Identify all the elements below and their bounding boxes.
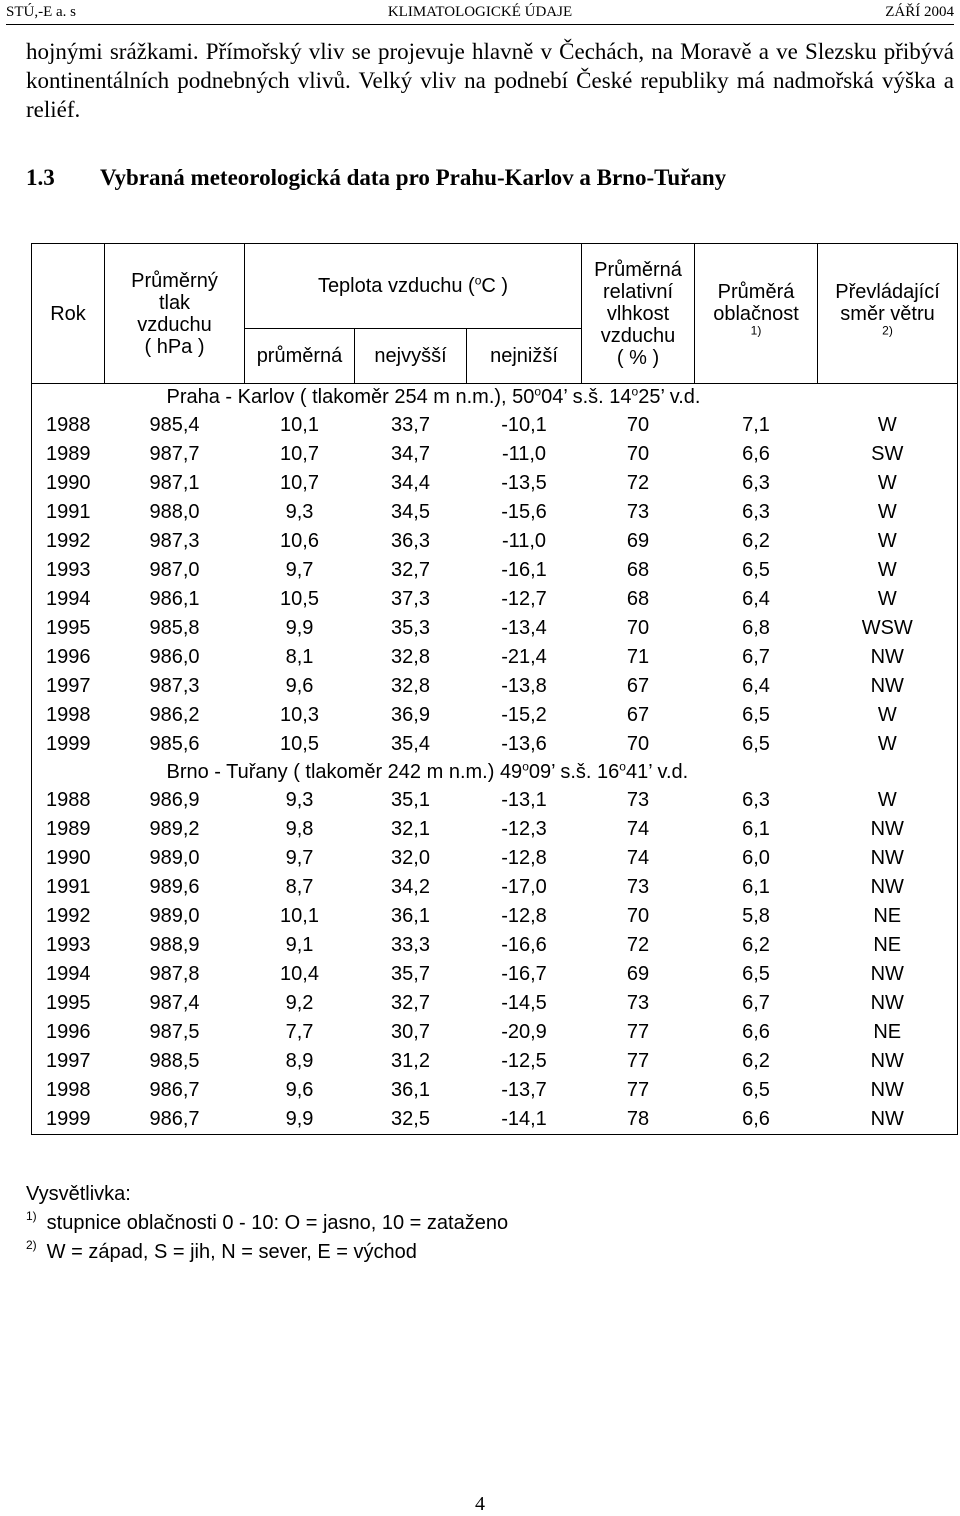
cell-wind: W <box>877 472 897 494</box>
cell-wind: W <box>877 733 897 755</box>
cell-year: 1988 <box>46 414 91 436</box>
cell-wind: NW <box>870 876 904 898</box>
cell-temp-avg: 10,5 <box>280 588 319 610</box>
legend-title: Vysvětlivka: <box>26 1183 131 1205</box>
station-label: Praha - Karlov ( tlakoměr 254 m n.m.), 50$^o$04’ s.š. 14$^o$25’ v.d. <box>166 384 701 408</box>
cell-cloud: 6,6 <box>742 1108 770 1130</box>
cell-year: 1995 <box>46 992 91 1014</box>
cell-temp-min: -12,8 <box>501 905 547 927</box>
cell-cloud: 6,0 <box>742 847 770 869</box>
cell-humidity: 73 <box>626 992 650 1014</box>
cell-temp-avg: 9,3 <box>285 501 314 523</box>
cell-cloud: 6,1 <box>742 876 770 898</box>
cell-wind: NW <box>870 1079 904 1101</box>
table-row <box>32 672 958 701</box>
section-number: 1.3 <box>26 165 55 190</box>
cell-temp-avg: 7,7 <box>285 1021 314 1043</box>
cell-year: 1999 <box>46 1108 91 1130</box>
table-row <box>32 469 958 498</box>
cell-temp-avg: 10,3 <box>280 704 319 726</box>
cell-wind: W <box>877 501 897 523</box>
cell-cloud: 6,7 <box>742 646 770 668</box>
cell-temp-min: -16,1 <box>501 559 547 581</box>
cell-year: 1997 <box>46 675 91 697</box>
table-row <box>32 1018 958 1047</box>
cell-temp-avg: 8,9 <box>285 1050 314 1072</box>
cell-year: 1992 <box>46 905 91 927</box>
cell-cloud: 6,5 <box>742 704 770 726</box>
cell-pressure: 985,4 <box>149 414 200 436</box>
cell-humidity: 77 <box>626 1079 650 1101</box>
cell-temp-avg: 10,4 <box>280 963 319 985</box>
cell-temp-max: 36,9 <box>391 704 430 726</box>
cell-humidity: 74 <box>626 818 650 840</box>
cell-humidity: 69 <box>626 530 650 552</box>
station-header-row <box>32 384 958 412</box>
cell-cloud: 6,6 <box>742 443 770 465</box>
cell-cloud: 6,5 <box>742 1079 770 1101</box>
cell-pressure: 988,5 <box>149 1050 200 1072</box>
cell-year: 1998 <box>46 704 91 726</box>
cell-humidity: 72 <box>626 934 650 956</box>
page-number: 4 <box>475 1493 485 1515</box>
cell-pressure: 985,8 <box>149 617 200 639</box>
cell-temp-max: 32,7 <box>391 992 430 1014</box>
table-row <box>32 701 958 730</box>
cell-cloud: 6,4 <box>742 588 770 610</box>
cell-temp-max: 36,1 <box>391 905 430 927</box>
cell-temp-min: -11,0 <box>501 443 547 465</box>
cell-temp-min: -16,6 <box>501 934 547 956</box>
cell-year: 1992 <box>46 530 91 552</box>
table-row <box>32 931 958 960</box>
cell-temp-min: -10,1 <box>501 414 547 436</box>
cell-wind: SW <box>871 443 904 465</box>
cell-temp-avg: 9,7 <box>285 847 314 869</box>
cell-wind: W <box>877 530 897 552</box>
cell-humidity: 77 <box>626 1050 650 1072</box>
cell-temp-avg: 9,8 <box>285 818 314 840</box>
cell-temp-max: 37,3 <box>391 588 430 610</box>
cell-temp-avg: 10,1 <box>280 414 319 436</box>
cell-year: 1993 <box>46 559 91 581</box>
cell-temp-avg: 9,6 <box>285 1079 314 1101</box>
cell-year: 1996 <box>46 646 91 668</box>
cell-temp-max: 32,1 <box>391 818 430 840</box>
cell-wind: NW <box>870 675 904 697</box>
station-header-row <box>32 759 958 786</box>
cell-temp-max: 34,4 <box>391 472 430 494</box>
cell-pressure: 986,9 <box>149 789 200 811</box>
table-row <box>32 643 958 672</box>
cell-humidity: 69 <box>626 963 650 985</box>
cell-temp-max: 34,2 <box>391 876 430 898</box>
cell-wind: W <box>877 789 897 811</box>
meteo-table <box>31 243 958 1135</box>
cell-temp-min: -13,5 <box>501 472 547 494</box>
header-left: STÚ,-E a. s <box>6 4 76 20</box>
table-row <box>32 614 958 643</box>
cell-temp-avg: 10,5 <box>280 733 319 755</box>
cell-pressure: 985,6 <box>149 733 200 755</box>
cell-year: 1989 <box>46 443 91 465</box>
table-row <box>32 960 958 989</box>
table-row <box>32 1076 958 1105</box>
col-header-temperature: Teplota vzduchu ($^o$C ) <box>245 244 582 329</box>
cell-temp-max: 35,4 <box>391 733 430 755</box>
cell-humidity: 74 <box>626 847 650 869</box>
cell-temp-avg: 9,2 <box>285 992 314 1014</box>
cell-cloud: 7,1 <box>742 414 770 436</box>
cell-cloud: 6,5 <box>742 559 770 581</box>
col-header-wind: Převládající směr větru $^{2)}$ <box>818 244 958 384</box>
cell-pressure: 987,7 <box>149 443 200 465</box>
cell-humidity: 68 <box>626 559 650 581</box>
cell-temp-min: -13,6 <box>501 733 547 755</box>
cell-pressure: 989,2 <box>149 818 200 840</box>
cell-humidity: 78 <box>626 1108 650 1130</box>
cell-temp-min: -11,0 <box>501 530 547 552</box>
cell-humidity: 67 <box>626 675 650 697</box>
station-label: Brno - Tuřany ( tlakoměr 242 m n.m.) 49$^o$09’ s.š. 16$^o$41’ v.d. <box>166 759 689 783</box>
table-row <box>32 556 958 585</box>
cell-cloud: 6,2 <box>742 934 770 956</box>
col-header-humidity: Průměrná relativní vlhkost vzduchu ( % ) <box>582 244 695 384</box>
header-center: KLIMATOLOGICKÉ ÚDAJE <box>387 4 573 20</box>
cell-humidity: 73 <box>626 501 650 523</box>
cell-temp-max: 32,8 <box>391 646 430 668</box>
legend-note-cloud: $^{1)}$ stupnice oblačnosti 0 - 10: O = jasno, 10 = zataženo <box>26 1209 509 1234</box>
cell-year: 1991 <box>46 501 91 523</box>
cell-cloud: 6,3 <box>742 472 770 494</box>
cell-pressure: 989,0 <box>149 905 200 927</box>
cell-wind: NW <box>870 1050 904 1072</box>
cell-temp-min: -12,3 <box>501 818 547 840</box>
cell-year: 1993 <box>46 934 91 956</box>
cell-humidity: 73 <box>626 876 650 898</box>
cell-pressure: 987,4 <box>149 992 200 1014</box>
cell-temp-min: -17,0 <box>501 876 547 898</box>
cell-temp-max: 32,7 <box>391 559 430 581</box>
cell-year: 1990 <box>46 847 91 869</box>
cell-humidity: 73 <box>626 789 650 811</box>
cell-temp-avg: 10,7 <box>280 443 319 465</box>
cell-humidity: 71 <box>626 646 650 668</box>
cell-pressure: 986,1 <box>149 588 200 610</box>
table-row <box>32 585 958 614</box>
col-header-temp-min: nejnižší <box>467 329 582 384</box>
cell-pressure: 987,3 <box>149 530 200 552</box>
cell-temp-avg: 9,3 <box>285 789 314 811</box>
cell-temp-max: 32,0 <box>391 847 430 869</box>
cell-wind: W <box>877 588 897 610</box>
cell-temp-max: 36,1 <box>391 1079 430 1101</box>
cell-pressure: 987,5 <box>149 1021 200 1043</box>
cell-temp-avg: 10,7 <box>280 472 319 494</box>
cell-cloud: 6,3 <box>742 501 770 523</box>
cell-temp-min: -13,4 <box>501 617 547 639</box>
table-row <box>32 902 958 931</box>
section-title: Vybraná meteorologická data pro Prahu-Karlov a Brno-Tuřany <box>100 165 727 190</box>
cell-wind: WSW <box>861 617 913 639</box>
cell-temp-min: -12,7 <box>501 588 547 610</box>
cell-wind: NE <box>873 934 902 956</box>
col-header-cloud: Průměrá oblačnost $^{1)}$ <box>695 244 818 384</box>
cell-wind: W <box>877 559 897 581</box>
cell-humidity: 67 <box>626 704 650 726</box>
cell-temp-max: 34,7 <box>391 443 430 465</box>
col-header-temp-avg: průměrná <box>245 329 355 384</box>
cell-pressure: 988,9 <box>149 934 200 956</box>
cell-wind: NW <box>870 646 904 668</box>
table-row <box>32 730 958 759</box>
table-row <box>32 815 958 844</box>
cell-year: 1996 <box>46 1021 91 1043</box>
cell-year: 1997 <box>46 1050 91 1072</box>
cell-temp-avg: 9,9 <box>285 617 314 639</box>
cell-temp-max: 30,7 <box>391 1021 430 1043</box>
cell-temp-min: -13,7 <box>501 1079 547 1101</box>
cell-year: 1990 <box>46 472 91 494</box>
col-header-pressure: Průměrný tlak vzduchu ( hPa ) <box>105 244 245 384</box>
cell-temp-min: -12,8 <box>501 847 547 869</box>
cell-temp-avg: 9,7 <box>285 559 314 581</box>
cell-wind: NW <box>870 1108 904 1130</box>
cell-temp-max: 32,8 <box>391 675 430 697</box>
cell-temp-min: -14,5 <box>501 992 547 1014</box>
table-row <box>32 786 958 815</box>
cell-temp-min: -15,2 <box>501 704 547 726</box>
cell-temp-max: 35,7 <box>391 963 430 985</box>
cell-temp-min: -13,8 <box>501 675 547 697</box>
cell-cloud: 6,5 <box>742 733 770 755</box>
cell-cloud: 6,4 <box>742 675 770 697</box>
cell-year: 1999 <box>46 733 91 755</box>
cell-humidity: 68 <box>626 588 650 610</box>
intro-paragraph: hojnými srážkami. Přímořský vliv se projevuje hlavně v Čechách, na Moravě a ve Slezsku přibývá kontinentálních podnebných vlivů. Velký vliv na podnebí České republiky má nadmořská výška a reliéf. <box>26 39 954 122</box>
cell-wind: NW <box>870 818 904 840</box>
cell-year: 1988 <box>46 789 91 811</box>
table-row <box>32 873 958 902</box>
cell-temp-avg: 10,6 <box>280 530 319 552</box>
cell-pressure: 986,2 <box>149 704 200 726</box>
cell-wind: NE <box>873 905 902 927</box>
cell-humidity: 70 <box>626 414 650 436</box>
cell-temp-max: 35,1 <box>391 789 430 811</box>
col-header-year: Rok <box>32 244 105 384</box>
cell-pressure: 988,0 <box>149 501 200 523</box>
cell-temp-avg: 8,7 <box>285 876 314 898</box>
cell-year: 1989 <box>46 818 91 840</box>
cell-cloud: 6,1 <box>742 818 770 840</box>
cell-cloud: 5,8 <box>742 905 770 927</box>
cell-temp-avg: 8,1 <box>285 646 314 668</box>
table-row <box>32 1105 958 1135</box>
cell-temp-min: -20,9 <box>501 1021 547 1043</box>
cell-temp-min: -12,5 <box>501 1050 547 1072</box>
cell-cloud: 6,2 <box>742 1050 770 1072</box>
legend <box>26 1180 508 1267</box>
table-row <box>32 498 958 527</box>
running-header <box>6 2 954 25</box>
cell-temp-min: -13,1 <box>501 789 547 811</box>
cell-pressure: 986,7 <box>149 1108 200 1130</box>
cell-temp-max: 35,3 <box>391 617 430 639</box>
cell-humidity: 70 <box>626 733 650 755</box>
header-right: ZÁŘÍ 2004 <box>885 4 954 20</box>
cell-year: 1994 <box>46 588 91 610</box>
cell-pressure: 987,3 <box>149 675 200 697</box>
cell-pressure: 986,7 <box>149 1079 200 1101</box>
cell-wind: NW <box>870 963 904 985</box>
cell-temp-min: -21,4 <box>501 646 547 668</box>
table-row <box>32 844 958 873</box>
cell-humidity: 72 <box>626 472 650 494</box>
cell-humidity: 77 <box>626 1021 650 1043</box>
table-row <box>32 989 958 1018</box>
cell-wind: W <box>877 704 897 726</box>
cell-pressure: 986,0 <box>149 646 200 668</box>
cell-year: 1995 <box>46 617 91 639</box>
cell-cloud: 6,6 <box>742 1021 770 1043</box>
cell-wind: NW <box>870 847 904 869</box>
cell-cloud: 6,2 <box>742 530 770 552</box>
cell-year: 1994 <box>46 963 91 985</box>
cell-temp-max: 33,7 <box>391 414 430 436</box>
cell-humidity: 70 <box>626 443 650 465</box>
cell-year: 1991 <box>46 876 91 898</box>
cell-cloud: 6,5 <box>742 963 770 985</box>
cell-cloud: 6,8 <box>742 617 770 639</box>
cell-temp-max: 33,3 <box>391 934 430 956</box>
col-header-temp-max: nejvyšší <box>355 329 467 384</box>
cell-pressure: 989,6 <box>149 876 200 898</box>
cell-pressure: 989,0 <box>149 847 200 869</box>
cell-wind: NW <box>870 992 904 1014</box>
section-heading <box>26 165 726 191</box>
cell-humidity: 70 <box>626 617 650 639</box>
legend-note-wind: $^{2)}$ W = západ, S = jih, N = sever, E = východ <box>26 1238 417 1263</box>
cell-pressure: 987,1 <box>149 472 200 494</box>
table-row <box>32 1047 958 1076</box>
table-row <box>32 440 958 469</box>
cell-temp-min: -15,6 <box>501 501 547 523</box>
cell-temp-min: -14,1 <box>501 1108 547 1130</box>
cell-wind: W <box>877 414 897 436</box>
cell-pressure: 987,0 <box>149 559 200 581</box>
cell-temp-max: 34,5 <box>391 501 430 523</box>
cell-temp-avg: 9,1 <box>285 934 314 956</box>
cell-temp-avg: 9,6 <box>285 675 314 697</box>
table-row <box>32 411 958 440</box>
cell-temp-min: -16,7 <box>501 963 547 985</box>
cell-temp-max: 36,3 <box>391 530 430 552</box>
cell-pressure: 987,8 <box>149 963 200 985</box>
cell-cloud: 6,3 <box>742 789 770 811</box>
cell-temp-max: 31,2 <box>391 1050 430 1072</box>
cell-year: 1998 <box>46 1079 91 1101</box>
cell-wind: NE <box>873 1021 902 1043</box>
cell-temp-avg: 9,9 <box>285 1108 314 1130</box>
table-row <box>32 527 958 556</box>
cell-cloud: 6,7 <box>742 992 770 1014</box>
cell-temp-avg: 10,1 <box>280 905 319 927</box>
cell-temp-max: 32,5 <box>391 1108 430 1130</box>
cell-humidity: 70 <box>626 905 650 927</box>
